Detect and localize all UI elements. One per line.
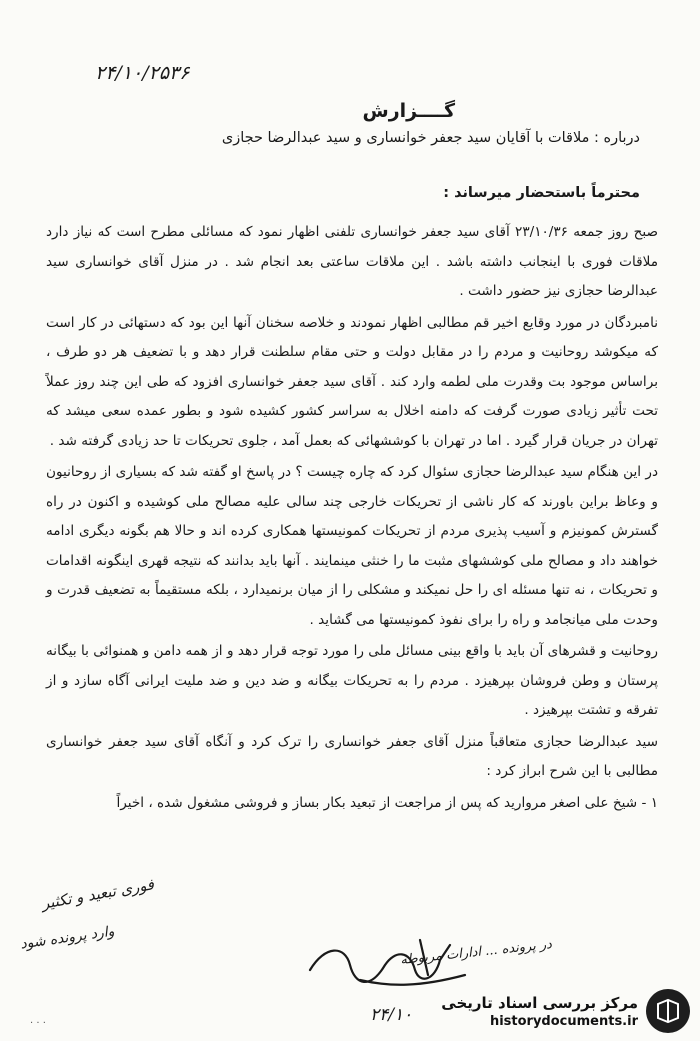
watermark-title: مرکز بررسی اسناد تاریخی — [441, 993, 638, 1012]
document-subject: درباره : ملاقات با آقایان سید جعفر خوانساری و سید عبدالرضا حجازی — [221, 130, 640, 146]
archive-watermark — [441, 989, 690, 1033]
paragraph: روحانیت و قشرهای آن باید با واقع بینی مسائل ملی را مورد توجه قرار دهد و از همه دامن و همنوائی با بیگانه پرستان و وطن فروشان بپرهیزد . مردم را به تحریکات بیگانه و ضد دین و ضد ملیت ایرانی آگاه سازد و از تفرقه و تشتت بپرهیزد . — [46, 643, 658, 718]
report-body — [46, 218, 658, 820]
document-date: ۲۴/۱۰/۲۵۳۶ — [95, 62, 190, 84]
signature-date: ۲۴/۱۰ — [370, 1005, 413, 1025]
document-title: گــــزارش — [362, 100, 455, 122]
handwritten-note: فوری تبعید و تکثیر — [40, 875, 156, 913]
archive-logo-icon — [646, 989, 690, 1033]
handwritten-note: وارد پرونده شود — [19, 923, 116, 953]
paragraph: در این هنگام سید عبدالرضا حجازی سئوال کرد که چاره چیست ؟ در پاسخ او گفته شد که بسیاری از روحانیون و وعاظ براین باورند که کار ناشی از تحریکات خارجی چند سالی علیه مصالح ملی کوشیده و اکنون در راه گسترش کمونیزم و آسیب پذیری مردم از تحریکات کمونیستها همکاری کرده اند و حالا هم بگونه دیگری ادامه خواهند داد و مصالح ملی کوششهای مثبت ما را خنثی مینمایند . آنها باید بدانند که نتیجه قهری اینگونه اقدامات و تحریکات ، نه تنها مسئله ای را حل نمیکند و مشکلی را از میان برنمیدارد ، بلکه مستقیماً به تضعیف قدرت و وحدت ملی میانجامد و راه را برای نفوذ کمونیستها می گشاید . — [46, 464, 658, 628]
salutation: محترماً باستحضار میرساند : — [443, 185, 640, 201]
paragraph: سید عبدالرضا حجازی متعاقباً منزل آقای جعفر خوانساری را ترک کرد و آنگاه آقای سید جعفر خوانساری مطالبی با این شرح ابراز کرد : — [46, 733, 658, 779]
handwritten-note: در پرونده ... ادارات مربوطه — [399, 937, 553, 968]
paragraph: صبح روز جمعه ۲۳/۱۰/۳۶ آقای سید جعفر خوانساری تلفنی اظهار نمود که مسائلی مطرح است که نیاز دارد ملاقات فوری با اینجانب داشته باشد . این ملاقات ساعتی بعد انجام شد . در منزل آقای خوانساری سید عبدالرضا حجازی نیز حضور داشت . — [46, 224, 658, 299]
scan-speckle: · · · — [30, 1018, 46, 1029]
numbered-item: ۱ - شیخ علی اصغر مروارید که پس از مراجعت از تبعید بکار بساز و فروشی مشغول شده ، اخیراً — [116, 794, 658, 811]
paragraph: نامبردگان در مورد وقایع اخیر قم مطالبی اظهار نمودند و خلاصه سخنان آنها این بود که دستهائی در کار است که میکوشد روحانیت و مردم را در مقابل دولت و حتی مقام سلطنت قرار دهد و با تضعیف هر دو طرف ، براساس موجود بت وقدرت ملی لطمه وارد کند . آقای سید جعفر خوانساری افزود که طی این چند روز عملاً تحت تأثیر زیادی صورت گرفت که دامنه اخلال به سراسر کشور کشیده شود و بطور عمده سعی میشد که تهران در جریان قرار گیرد . اما در تهران با کوششهائی که بعمل آمد ، جلوی تحریکات تا حد زیادی گرفته شد . — [46, 314, 658, 449]
watermark-url: historydocuments.ir — [489, 1013, 638, 1029]
